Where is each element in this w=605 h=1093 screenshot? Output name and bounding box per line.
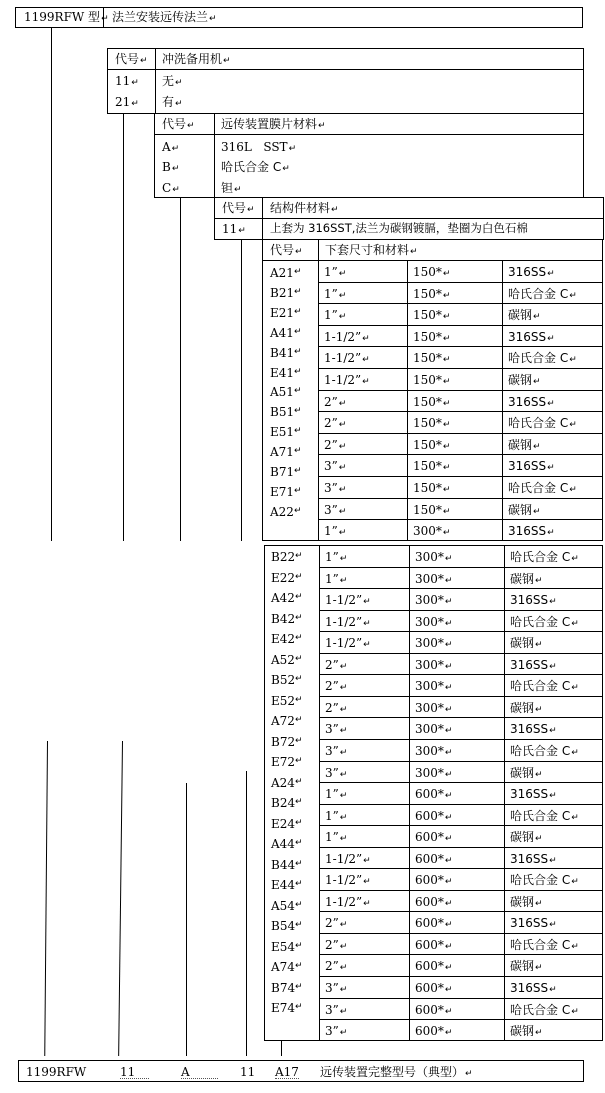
row-line [318,346,603,347]
row-size: 1”↵ [324,265,347,279]
row-line [319,847,603,848]
row-rating: 150*↵ [413,459,451,474]
row-line [318,454,603,455]
row-code: A41 [270,325,294,340]
row-code: A24 [271,775,295,790]
row-size: 1-1/2”↵ [325,593,371,608]
header-model: 1199RFW 型↵ [24,10,109,24]
row-line [319,782,603,783]
row-rating: 150*↵ [413,351,451,366]
row-code: E22 [271,570,296,585]
row-size: 1”↵ [324,286,347,301]
row-size: 2”↵ [325,700,348,715]
row-material: 316SS↵ [510,916,557,931]
row-code: A54 [271,898,295,913]
row-line [318,282,603,283]
flush-title: 冲洗备用机↵ [162,52,231,66]
connector-lower-code [281,1040,282,1056]
row-material: 哈氏合金 C↵ [508,351,577,366]
connector-structure [241,240,242,541]
row-material: 316SS↵ [508,394,555,409]
connector-flush [123,114,124,541]
row-size: 1”↵ [324,524,347,539]
row-material: 316SS↵ [510,722,557,737]
row-size: 3”↵ [324,481,347,495]
structure-code-header: 代号↵ [222,201,255,215]
row-size: 2”↵ [325,657,348,672]
row-material: 碳钢↵ [510,571,543,586]
row-size: 3”↵ [324,459,347,474]
row-line [319,933,603,934]
row-size: 1-1/2”↵ [325,894,371,909]
material-label-hastelloy: 哈氏合金 C↵ [221,160,290,174]
row-line [319,739,603,740]
row-material: 哈氏合金 C↵ [508,481,577,495]
row-line [318,303,603,304]
row-rating: 150*↵ [413,265,451,279]
row-code: A51 [270,385,294,400]
row-line [319,911,603,912]
row-rating: 300*↵ [415,571,453,586]
connector-material-lower [186,783,187,1056]
row-rating: 600*↵ [415,959,453,974]
row-material: 316SS↵ [510,981,557,995]
row-line [319,1019,603,1020]
table-col-line [318,260,319,541]
material-code-header: 代号↵ [162,117,195,131]
row-line [319,954,603,955]
row-material: 316SS↵ [508,329,555,344]
row-line [319,868,603,869]
row-rating: 600*↵ [415,1002,453,1017]
row-size: 2”↵ [324,416,347,431]
row-rating: 150*↵ [413,373,451,387]
row-size: 3”↵ [325,1024,348,1039]
row-rating: 300*↵ [415,743,453,758]
header-title: 法兰安装远传法兰↵ [112,10,217,24]
row-line [319,588,603,589]
row-material: 316SS↵ [510,851,557,866]
row-line [319,696,603,697]
row-code: A22 [270,504,294,519]
table-col-line [409,545,410,1041]
row-rating: 600*↵ [415,787,453,802]
row-material: 哈氏合金 C↵ [510,743,579,758]
row-material: 316SS↵ [508,459,555,474]
row-code: E54 [271,939,296,954]
row-size: 1-1/2”↵ [324,373,370,387]
row-material: 哈氏合金 C↵ [510,808,579,823]
row-code: E71 [270,484,295,499]
structure-title: 结构件材料↵ [270,201,339,215]
row-rating: 600*↵ [415,808,453,823]
row-line [318,368,603,369]
material-table [154,113,584,198]
row-rating: 150*↵ [413,329,451,344]
row-line [318,498,603,499]
flush-col-line [155,48,156,114]
row-code: A42 [271,591,295,605]
row-rating: 150*↵ [413,286,451,301]
row-line [319,976,603,977]
row-size: 1-1/2”↵ [324,351,370,366]
row-rating: 150*↵ [413,416,451,431]
row-code: E52 [271,693,296,708]
row-code: E74 [271,1001,296,1015]
row-size: 2”↵ [324,437,347,452]
row-line [319,761,603,762]
footer-description: 远传装置完整型号（典型）↵ [320,1065,473,1079]
row-material: 碳钢↵ [510,700,543,715]
row-material: 哈氏合金 C↵ [508,286,577,301]
row-code: A74 [271,960,295,974]
connector-model-lower [44,741,48,1056]
row-rating: 600*↵ [415,830,453,845]
connector-model [51,28,52,541]
row-size: 1-1/2”↵ [325,636,371,651]
row-size: 2”↵ [325,959,348,974]
row-material: 碳钢↵ [510,765,543,780]
material-label-316l: 316L SST↵ [221,140,297,154]
row-material: 碳钢↵ [510,636,543,651]
flush-header-line [107,69,584,70]
row-line [318,519,603,520]
row-line [319,631,603,632]
flush-code-11: 11↵ [115,74,139,88]
row-rating: 300*↵ [415,636,453,651]
row-size: 3”↵ [325,981,348,995]
row-rating: 300*↵ [415,593,453,608]
lower-header-col-line [318,239,319,261]
lower-header [262,239,603,261]
row-material: 哈氏合金 C↵ [510,679,579,694]
row-code: B74 [271,980,296,995]
row-material: 316SS↵ [508,524,555,539]
row-code: A21 [270,266,294,280]
table-col-line [407,260,408,541]
row-code: E42 [271,632,296,646]
row-code: B21 [270,285,295,300]
flush-label-none: 无↵ [162,74,183,88]
row-material: 哈氏合金 C↵ [510,550,579,564]
row-code: A72 [271,714,295,728]
footer-box [18,1060,584,1082]
row-code: A44 [271,837,295,851]
row-code: E72 [271,755,296,769]
row-material: 哈氏合金 C↵ [510,1002,579,1017]
row-code: B72 [271,734,296,749]
lower-code-header: 代号↵ [270,243,303,257]
row-rating: 150*↵ [413,394,451,409]
row-rating: 600*↵ [415,851,453,866]
row-rating: 150*↵ [413,308,451,323]
flush-code-21: 21↵ [115,95,139,109]
row-rating: 300*↵ [415,765,453,780]
row-line [318,433,603,434]
row-material: 哈氏合金 C↵ [510,614,579,629]
row-size: 3”↵ [325,765,348,780]
material-header-line [154,134,584,135]
row-rating: 300*↵ [415,657,453,672]
row-size: 2”↵ [325,679,348,694]
row-code: B52 [271,673,296,687]
row-size: 1”↵ [325,830,348,845]
row-line [318,390,603,391]
structure-col-line [262,197,263,240]
table-col-line [504,545,505,1041]
row-rating: 600*↵ [415,981,453,995]
connector-flush-lower [118,741,123,1056]
row-size: 1”↵ [325,787,348,802]
row-rating: 300*↵ [415,614,453,629]
row-code: B44 [271,857,296,872]
row-rating: 150*↵ [413,481,451,495]
row-size: 3”↵ [325,1002,348,1017]
row-line [319,717,603,718]
row-rating: 600*↵ [415,894,453,909]
row-line [319,890,603,891]
flush-code-header: 代号↵ [115,52,148,66]
row-line [319,610,603,611]
footer-part-flush: 11 [120,1066,149,1079]
structure-code-11: 11↵ [222,222,246,236]
row-size: 3”↵ [325,743,348,758]
row-code: E41 [270,365,295,380]
table-col-line [502,260,503,541]
row-code: B54 [271,919,296,933]
connector-structure-lower [246,771,247,1056]
material-code-c: C↵ [162,181,180,195]
row-material: 316SS↵ [508,265,555,279]
row-size: 1”↵ [325,550,348,564]
row-material: 316SS↵ [510,657,557,672]
row-rating: 300*↵ [413,524,451,539]
row-code: A52 [271,652,295,667]
footer-part-lower: A17 [275,1065,299,1079]
row-code: B22 [271,550,296,564]
row-rating: 300*↵ [415,679,453,694]
row-rating: 600*↵ [415,916,453,931]
row-size: 2”↵ [325,937,348,952]
row-size: 1”↵ [325,571,348,586]
row-rating: 600*↵ [415,1024,453,1039]
row-rating: 300*↵ [415,700,453,715]
row-rating: 300*↵ [415,550,453,564]
connector-material [180,198,181,541]
structure-header-line [214,218,604,219]
material-code-b: B↵ [162,160,180,174]
row-size: 1”↵ [324,308,347,323]
footer-part-model: 1199RFW [26,1065,87,1079]
material-title: 远传装置膜片材料↵ [221,117,326,131]
row-size: 1-1/2”↵ [325,873,371,888]
row-code: B42 [271,611,296,626]
row-material: 碳钢↵ [510,830,543,845]
structure-label: 上套为 316SST,法兰为碳钢镀膈，垫圈为白色石棉 [270,221,528,235]
row-code: E44 [271,878,296,892]
row-code: E21 [270,305,295,320]
row-rating: 150*↵ [413,437,451,452]
row-size: 1”↵ [325,808,348,823]
row-line [319,674,603,675]
row-line [319,653,603,654]
row-size: 3”↵ [324,502,347,517]
row-line [318,325,603,326]
row-size: 2”↵ [325,916,348,931]
row-material: 哈氏合金 C↵ [508,416,577,431]
row-size: 1-1/2”↵ [325,851,371,866]
row-material: 316SS↵ [510,593,557,608]
row-rating: 300*↵ [415,722,453,737]
row-line [318,476,603,477]
row-code: E51 [270,425,295,440]
row-code: B51 [270,405,295,420]
footer-part-structure: 11 [240,1065,256,1079]
footer-part-material: A [181,1066,218,1079]
row-size: 1-1/2”↵ [325,614,371,629]
table-col-line [319,545,320,1041]
row-size: 1-1/2”↵ [324,329,370,344]
row-line [319,825,603,826]
row-material: 316SS↵ [510,787,557,802]
row-material: 哈氏合金 C↵ [510,873,579,888]
row-material: 哈氏合金 C↵ [510,937,579,952]
row-code: B71 [270,465,295,479]
row-code: A71 [270,445,294,460]
row-material: 碳钢↵ [508,373,541,387]
row-material: 碳钢↵ [510,894,543,909]
row-material: 碳钢↵ [508,502,541,517]
row-line [318,411,603,412]
material-col-line [214,113,215,198]
row-code: B41 [270,345,295,360]
row-rating: 150*↵ [413,502,451,517]
row-code: B24 [271,796,296,810]
material-code-a: A↵ [162,140,180,154]
row-material: 碳钢↵ [508,308,541,323]
row-rating: 600*↵ [415,873,453,888]
row-material: 碳钢↵ [508,437,541,452]
row-rating: 600*↵ [415,937,453,952]
row-line [319,804,603,805]
lower-title: 下套尺寸和材料↵ [325,243,418,257]
row-material: 碳钢↵ [510,959,543,974]
material-label-tantalum: 钽↵ [221,181,242,195]
row-line [319,567,603,568]
flush-label-yes: 有↵ [162,95,183,109]
row-material: 碳钢↵ [510,1024,543,1039]
row-code: E24 [271,816,296,831]
row-line [319,998,603,999]
row-size: 3”↵ [325,722,348,737]
row-size: 2”↵ [324,394,347,409]
